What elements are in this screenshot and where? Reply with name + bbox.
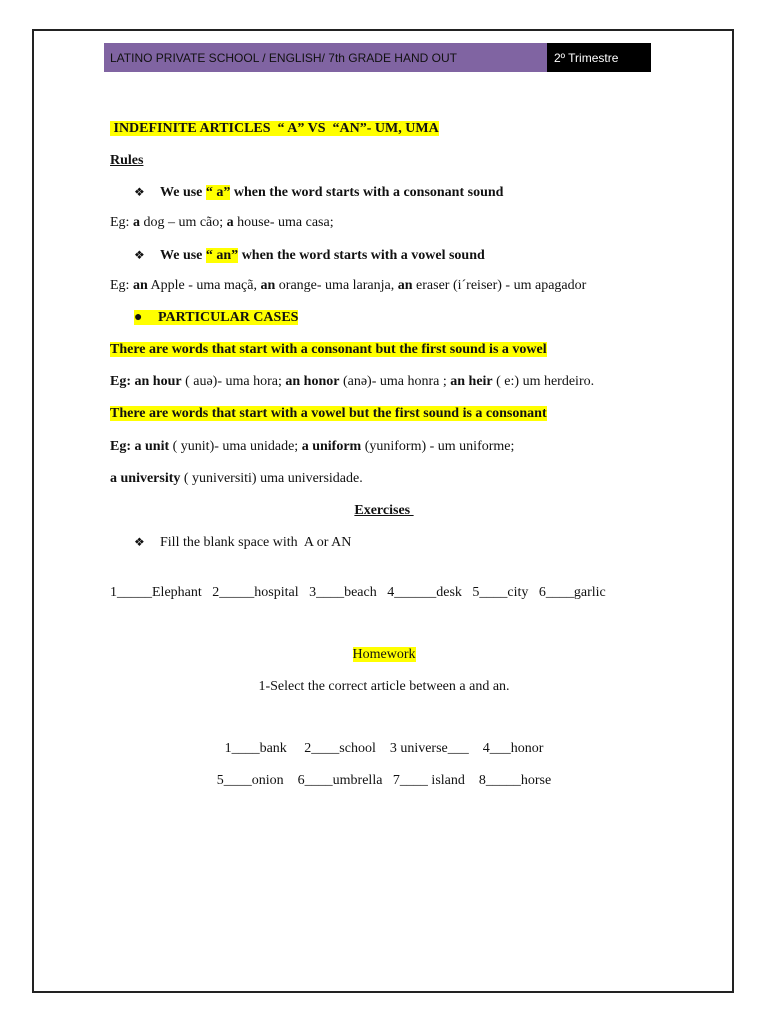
exercises-instruction: ❖ Fill the blank space with A or AN (134, 535, 352, 550)
header-title: LATINO PRIVATE SCHOOL / ENGLISH/ 7th GRADE HAND OUT (110, 50, 457, 65)
diamond-bullet-icon: ❖ (134, 185, 145, 199)
vowel-example-2: a university ( yuniversiti) uma universidade. (110, 471, 363, 486)
header-term: 2º Trimestre (547, 43, 651, 72)
particular-cases-heading: ● PARTICULAR CASES (134, 310, 299, 325)
consonant-example: Eg: an hour ( auə)- uma hora; an honor (anə)- uma honra ; an heir ( e:) um herdeiro. (110, 374, 595, 389)
consonant-rule: There are words that start with a consonant but the first sound is a vowel (110, 342, 547, 357)
homework-row-1: 1____bank 2____school 3 universe___ 4___honor (224, 741, 544, 756)
exercise-items: 1_____Elephant 2_____hospital 3____beach 4______desk 5____city 6____garlic (110, 585, 606, 600)
rule-a: ❖ We use “ a” when the word starts with a consonant sound (134, 185, 504, 200)
homework-row-2: 5____onion 6____umbrella 7____ island 8_____horse (216, 773, 552, 788)
rule-an: ❖ We use “ an” when the word starts with a vowel sound (134, 248, 485, 263)
exercises-heading: Exercises (354, 503, 414, 518)
homework-instruction: 1-Select the correct article between a and an. (258, 679, 510, 694)
vowel-rule: There are words that start with a vowel but the first sound is a consonant (110, 406, 547, 421)
main-title-text: INDEFINITE ARTICLES “ A” VS “AN”- UM, UMA (110, 121, 439, 136)
round-bullet-icon: ● (134, 310, 143, 325)
diamond-bullet-icon: ❖ (134, 248, 145, 262)
vowel-example: Eg: a unit ( yunit)- uma unidade; a uniform (yuniform) - um uniforme; (110, 439, 515, 454)
homework-heading: Homework (352, 647, 416, 662)
main-title (110, 120, 439, 138)
rules-heading: Rules (110, 153, 144, 168)
example-a: Eg: a dog – um cão; a house- uma casa; (110, 215, 334, 230)
diamond-bullet-icon: ❖ (134, 535, 145, 549)
example-an: Eg: an Apple - uma maçã, an orange- uma laranja, an eraser (i´reiser) - um apagador (110, 278, 587, 293)
header-bar (104, 43, 651, 72)
